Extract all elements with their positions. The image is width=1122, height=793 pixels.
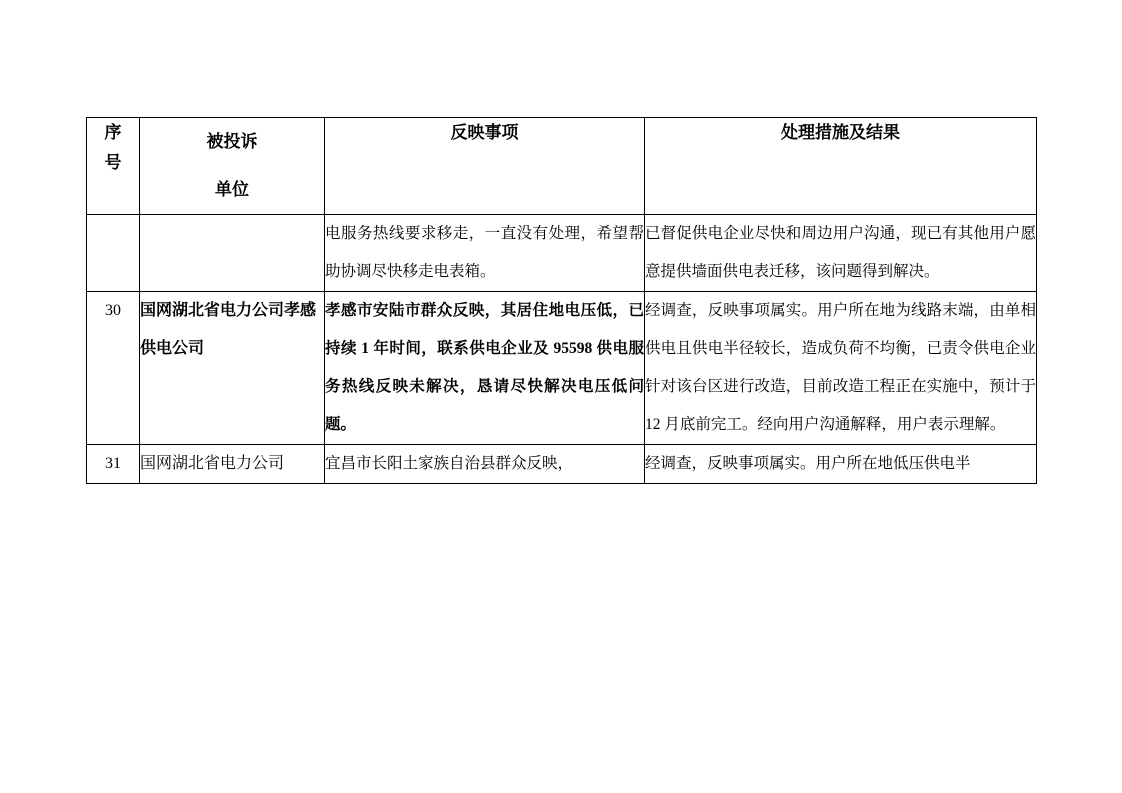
header-result: 处理措施及结果 bbox=[645, 118, 1037, 215]
header-unit bbox=[140, 118, 325, 215]
cell-seq bbox=[87, 215, 140, 292]
cell-unit: 国网湖北省电力公司孝感供电公司 bbox=[140, 292, 325, 445]
table-row bbox=[87, 445, 1037, 484]
header-unit-line2: 单位 bbox=[215, 180, 249, 199]
header-seq-line1: 序 bbox=[104, 123, 122, 142]
header-unit-line1: 被投诉 bbox=[206, 132, 258, 151]
cell-unit bbox=[140, 215, 325, 292]
cell-seq: 31 bbox=[87, 445, 140, 484]
cell-result: 经调查，反映事项属实。用户所在地为线路末端，由单相供电且供电半径较长，造成负荷不均衡，已责令供电企业针对该台区进行改造，目前改造工程正在实施中，预计于 12 月底前完工。经向用户沟通解释，用户表示理解。 bbox=[645, 292, 1037, 445]
cell-result: 已督促供电企业尽快和周边用户沟通，现已有其他用户愿意提供墙面供电表迁移，该问题得到解决。 bbox=[645, 215, 1037, 292]
header-seq-line2: 号 bbox=[104, 153, 122, 172]
cell-seq: 30 bbox=[87, 292, 140, 445]
header-matter: 反映事项 bbox=[325, 118, 645, 215]
cell-result: 经调查，反映事项属实。用户所在地低压供电半 bbox=[645, 445, 1037, 484]
table-header-row bbox=[87, 118, 1037, 215]
cell-matter: 宜昌市长阳土家族自治县群众反映， bbox=[325, 445, 645, 484]
header-seq bbox=[87, 118, 140, 215]
complaint-handling-table bbox=[86, 117, 1037, 484]
table-row bbox=[87, 215, 1037, 292]
cell-matter: 孝感市安陆市群众反映，其居住地电压低，已持续 1 年时间，联系供电企业及 95598 供电服务热线反映未解决，恳请尽快解决电压低问题。 bbox=[325, 292, 645, 445]
cell-matter: 电服务热线要求移走，一直没有处理，希望帮助协调尽快移走电表箱。 bbox=[325, 215, 645, 292]
table-row bbox=[87, 292, 1037, 445]
cell-unit: 国网湖北省电力公司 bbox=[140, 445, 325, 484]
